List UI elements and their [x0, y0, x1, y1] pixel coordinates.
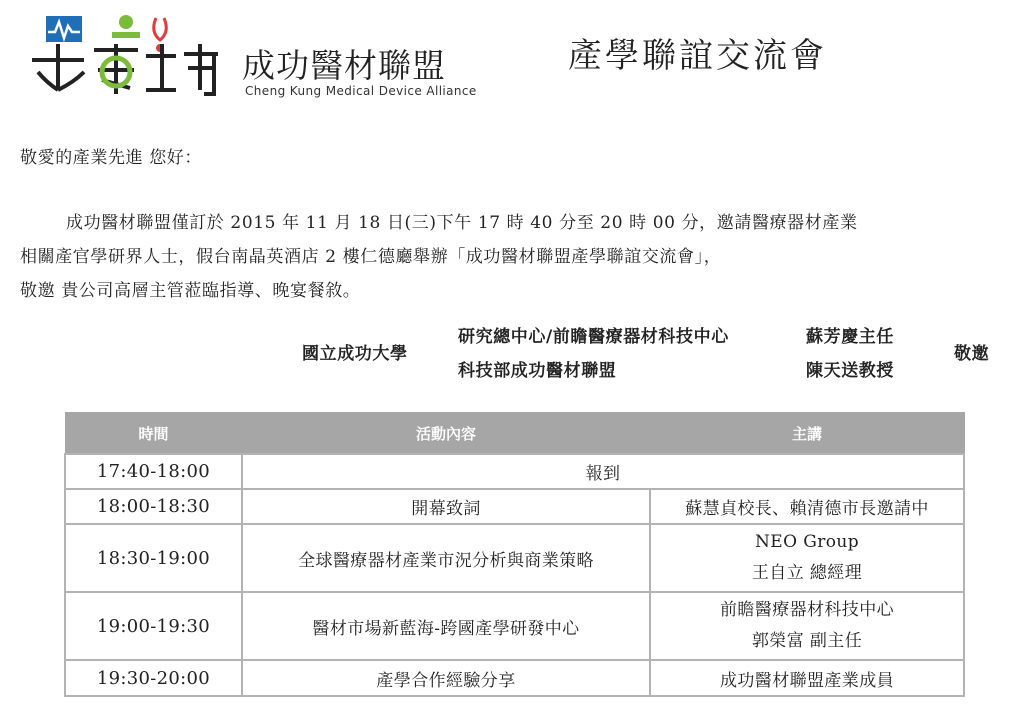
table-row	[65, 489, 964, 524]
row-content: 報到	[242, 454, 964, 489]
page-title: 產學聯誼交流會	[568, 36, 827, 76]
row-content: 開幕致詞	[242, 489, 650, 524]
logo-english-name: Cheng Kung Medical Device Alliance	[245, 84, 477, 98]
signature-org-1: 研究總中心/前瞻醫療器材科技中心	[458, 327, 729, 347]
table-row	[65, 454, 964, 489]
logo-mark-icon	[28, 10, 238, 100]
row-speaker: NEO Group	[755, 532, 859, 552]
logo-chinese-name: 成功醫材聯盟	[242, 46, 446, 85]
body-line-2: 相關產官學研界人士，假台南晶英酒店 2 樓仁德廳舉辦「成功醫材聯盟產學聯誼交流會」，	[20, 247, 722, 267]
row-speaker-title: 郭榮富 副主任	[751, 631, 863, 651]
row-speaker-cell	[650, 524, 964, 592]
table-header-row	[65, 413, 964, 455]
schedule-table	[64, 412, 965, 697]
row-time: 18:00-18:30	[65, 489, 242, 524]
row-content: 醫材市場新藍海-跨國產學研發中心	[242, 592, 650, 660]
signature-university: 國立成功大學	[302, 344, 408, 364]
row-time: 17:40-18:00	[65, 454, 242, 489]
header-content: 活動內容	[242, 413, 650, 455]
signature-org-2: 科技部成功醫材聯盟	[458, 361, 617, 381]
row-speaker-cell	[650, 592, 964, 660]
row-content: 全球醫療器材產業市況分析與商業策略	[242, 524, 650, 592]
header-speaker: 主講	[650, 413, 964, 455]
row-time: 19:00-19:30	[65, 592, 242, 660]
greeting: 敬愛的產業先進 您好：	[20, 148, 203, 168]
row-speaker-title: 王自立 總經理	[751, 563, 863, 583]
body-line-1: 成功醫材聯盟僅訂於 2015 年 11 月 18 日(三)下午 17 時 40 分至 20 時 00 分，邀請醫療器材產業	[66, 213, 858, 233]
signature-person-1: 蘇芳慶主任	[806, 327, 894, 347]
body-line-3: 敬邀 貴公司高層主管蒞臨指導、晚宴餐敘。	[20, 281, 361, 301]
header-time: 時間	[65, 413, 242, 455]
row-speaker: 成功醫材聯盟產業成員	[650, 660, 964, 696]
signature-person-2: 陳天送教授	[806, 361, 894, 381]
row-speaker: 蘇慧貞校長、賴清德市長邀請中	[650, 489, 964, 524]
table-row	[65, 524, 964, 592]
alliance-logo	[28, 10, 477, 100]
signature-closing: 敬邀	[954, 344, 990, 364]
table-row	[65, 592, 964, 660]
row-time: 18:30-19:00	[65, 524, 242, 592]
row-content: 產學合作經驗分享	[242, 660, 650, 696]
table-row	[65, 660, 964, 696]
row-time: 19:30-20:00	[65, 660, 242, 696]
row-speaker: 前瞻醫療器材科技中心	[720, 600, 894, 620]
